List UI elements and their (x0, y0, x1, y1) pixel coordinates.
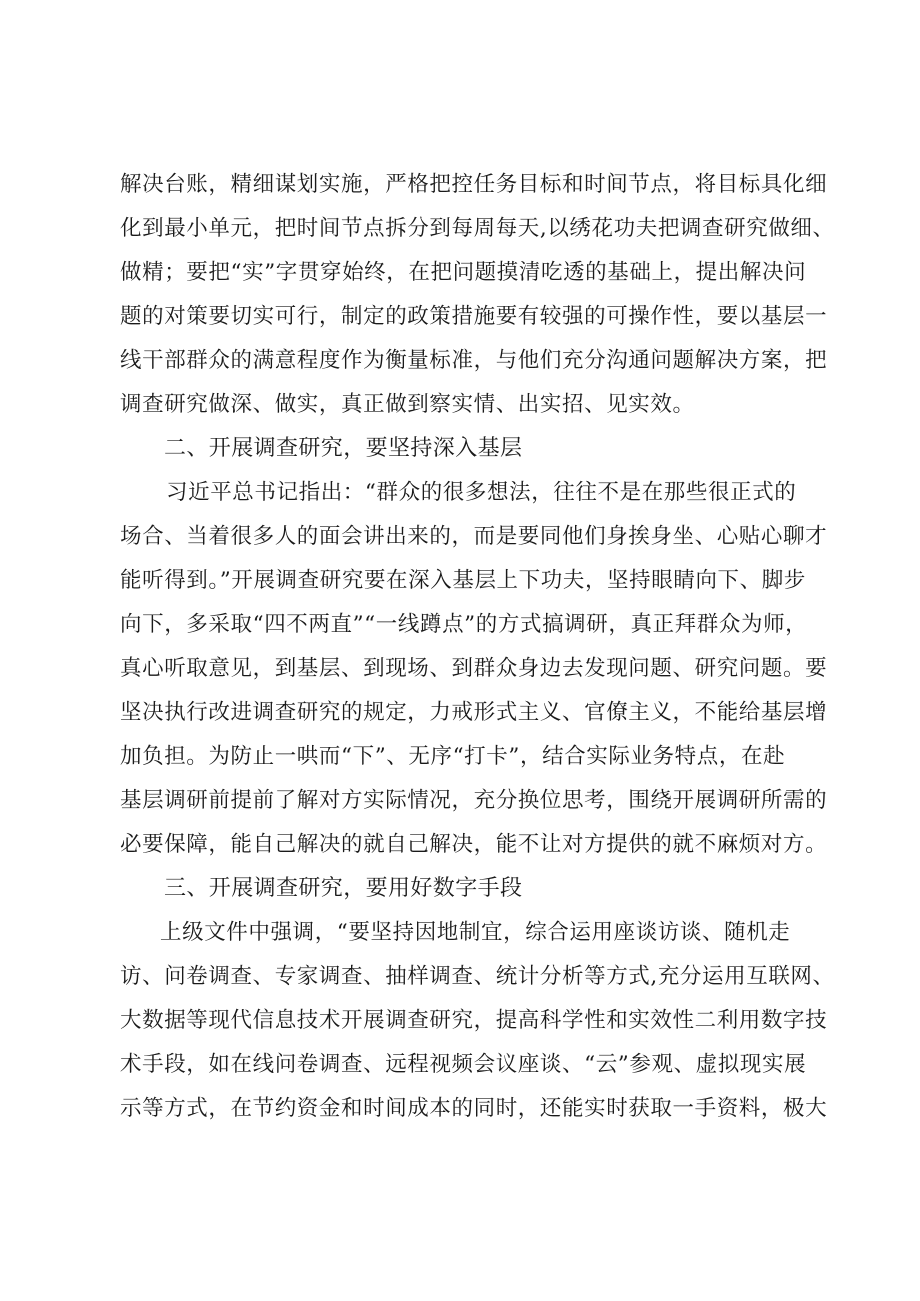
text-line: 调查研究做深、做实，真正做到察实情、出实招、见实效。 (120, 392, 695, 417)
text-line: 习近平总书记指出：“群众的很多想法，往往不是在那些很正式的 (166, 480, 797, 505)
text-line: 题的对策要切实可行，制定的政策措施要有较强的可操作性，要以基层一 (120, 304, 828, 329)
text-line: 加负担。为防止一哄而“下”、无序“打卡”，结合实际业务特点，在赴 (120, 744, 786, 769)
text-line: 大数据等现代信息技术开展调查研究，提高科学性和实效性二利用数字技 (120, 1008, 828, 1033)
text-line: 向下，多采取“四不两直”“一线蹲点”的方式搞调研，真正拜群众为师， (120, 612, 808, 637)
text-line: 术手段，如在线问卷调查、远程视频会议座谈、“云”参观、虚拟现实展 (120, 1052, 807, 1077)
text-line: 解决台账，精细谋划实施，严格把控任务目标和时间节点，将目标具化细 (120, 172, 828, 197)
text-line: 访、问卷调查、专家调查、抽样调查、统计分析等方式,充分运用互联网、 (120, 964, 835, 989)
document-page (120, 0, 835, 1301)
text-line: 必要保障，能自己解决的就自己解决，能不让对方提供的就不麻烦对方。 (120, 832, 828, 857)
section-heading-3: 三、开展调查研究，要用好数字手段 (164, 876, 523, 901)
text-line: 能听得到。”开展调查研究要在深入基层上下功夫，坚持眼睛向下、脚步 (120, 568, 806, 593)
text-line: 场合、当着很多人的面会讲出来的，而是要同他们身挨身坐、心贴心聊才 (120, 524, 828, 549)
text-line: 做精；要把“实”字贯穿始终，在把问题摸清吃透的基础上，提出解决问 (120, 260, 807, 285)
text-line: 坚决执行改进调查研究的规定，力戒形式主义、官僚主义，不能给基层增 (120, 700, 828, 725)
text-line: 示等方式，在节约资金和时间成本的同时，还能实时获取一手资料，极大 (120, 1096, 828, 1121)
text-line: 线干部群众的满意程度作为衡量标准，与他们充分沟通问题解决方案，把 (120, 348, 828, 373)
text-line: 基层调研前提前了解对方实际情况，充分换位思考，围绕开展调研所需的 (120, 788, 828, 813)
section-heading-2: 二、开展调查研究，要坚持深入基层 (164, 436, 523, 461)
text-line: 真心听取意见，到基层、到现场、到群众身边去发现问题、研究问题。要 (120, 656, 828, 681)
text-line: 化到最小单元，把时间节点拆分到每周每天,以绣花功夫把调查研究做细、 (120, 216, 835, 241)
text-line: 上级文件中强调，“要坚持因地制宜，综合运用座谈访谈、随机走 (160, 920, 791, 945)
